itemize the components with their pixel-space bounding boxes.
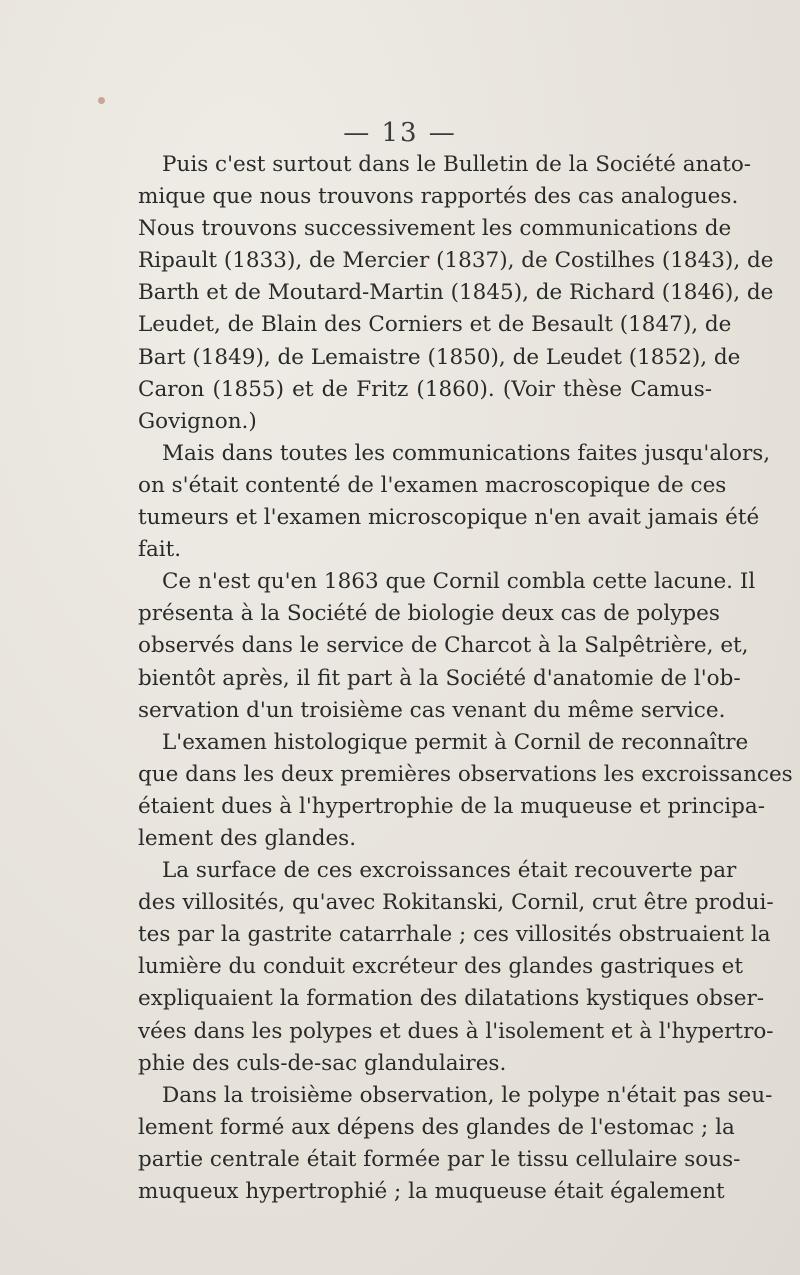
text-line: lumière du conduit excréteur des glandes gastriques et — [138, 954, 743, 980]
text-line: étaient dues à l'hypertrophie de la muqueuse et principa- — [138, 793, 765, 819]
text-line: Govignon.) — [138, 408, 257, 434]
text-line: Dans la troisième observation, le polype n'était pas seu- — [162, 1082, 773, 1108]
text-line: lement des glandes. — [138, 825, 357, 851]
text-line: que dans les deux premières observations les excroissances — [138, 761, 793, 787]
text-line: Barth et de Moutard-Martin (1845), de Richard (1846), de — [138, 280, 774, 306]
text-line: tes par la gastrite catarrhale ; ces villosités obstruaient la — [138, 922, 771, 948]
text-line: on s'était contenté de l'examen macroscopique de ces — [138, 472, 727, 498]
text-line: expliquaient la formation des dilatations kystiques obser- — [138, 986, 765, 1012]
text-line: Bart (1849), de Lemaistre (1850), de Leudet (1852), de — [138, 344, 741, 370]
text-line: bientôt après, il fit part à la Société d'anatomie de l'ob- — [138, 665, 741, 691]
ink-smudge — [98, 97, 105, 104]
text-line: Ripault (1833), de Mercier (1837), de Costilhes (1843), de — [138, 248, 774, 274]
page-number: — 13 — — [343, 118, 457, 148]
text-line: partie centrale était formée par le tissu cellulaire sous- — [138, 1146, 741, 1172]
text-line: Puis c'est surtout dans le Bulletin de la Société anato- — [162, 152, 752, 177]
text-line: observés dans le service de Charcot à la Salpêtrière, et, — [138, 633, 749, 659]
text-line: des villosités, qu'avec Rokitanski, Cornil, crut être produi- — [138, 890, 774, 916]
text-line: fait. — [138, 537, 182, 563]
text-line: Ce n'est qu'en 1863 que Cornil combla cette lacune. Il — [162, 569, 756, 595]
text-line: La surface de ces excroissances était recouverte par — [162, 858, 737, 884]
body-text — [138, 149, 793, 1208]
text-line: muqueux hypertrophié ; la muqueuse était également — [138, 1179, 725, 1204]
text-line: présenta à la Société de biologie deux cas de polypes — [138, 601, 720, 627]
text-line: lement formé aux dépens des glandes de l'estomac ; la — [138, 1114, 735, 1140]
text-line: Mais dans toutes les communications faites jusqu'alors, — [162, 440, 771, 466]
text-line: Leudet, de Blain des Corniers et de Besault (1847), de — [138, 312, 732, 338]
text-line: L'examen histologique permit à Cornil de reconnaître — [162, 729, 749, 755]
text-line: tumeurs et l'examen microscopique n'en avait jamais été — [138, 505, 760, 531]
text-line: Caron (1855) et de Fritz (1860). (Voir thèse Camus- — [138, 376, 712, 402]
text-line: phie des culs-de-sac glandulaires. — [138, 1050, 507, 1076]
text-line: mique que nous trouvons rapportés des cas analogues. — [138, 184, 739, 210]
text-line: vées dans les polypes et dues à l'isolement et à l'hypertro- — [138, 1018, 774, 1044]
text-line: servation d'un troisième cas venant du même service. — [138, 697, 726, 723]
text-line: Nous trouvons successivement les communications de — [138, 216, 732, 242]
